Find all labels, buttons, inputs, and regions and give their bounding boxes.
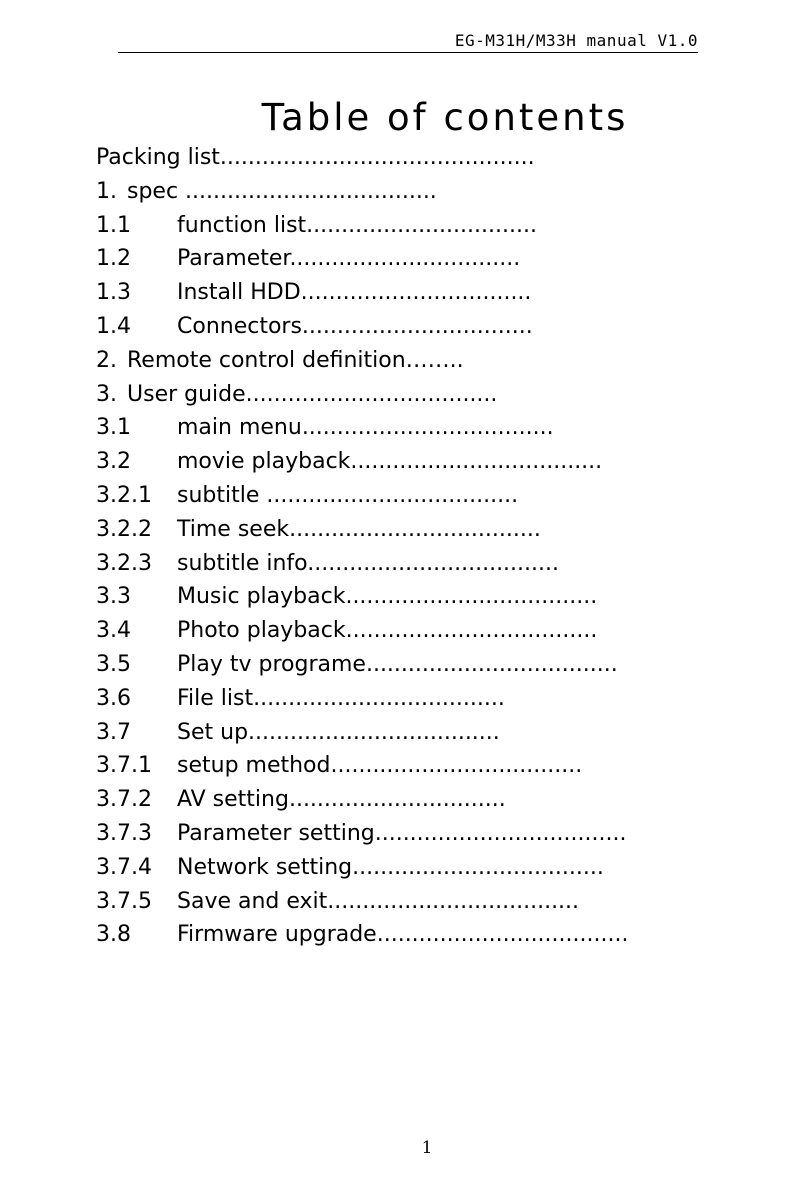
- toc-entry-label: AV setting...............................: [177, 787, 506, 813]
- toc-entry: [96, 547, 628, 581]
- toc-entry: [96, 580, 628, 614]
- toc-entry-label: Parameter.................................: [177, 246, 521, 272]
- page-number: 1: [421, 1138, 433, 1158]
- toc-entry: [96, 885, 628, 919]
- toc-entry: [96, 175, 628, 209]
- toc-entry: [96, 344, 628, 378]
- toc-entry-number: 3.6: [96, 685, 131, 711]
- toc-entry-label: Connectors.................................: [177, 313, 533, 339]
- toc-entry-label: subtitle ....................................: [177, 482, 519, 508]
- header-rule: [118, 52, 698, 53]
- toc-entry-number: 3.2.1: [96, 482, 152, 508]
- toc-entry-number: 3.: [96, 381, 117, 407]
- running-header: EG-M31H/M33H manual V1.0: [454, 31, 698, 50]
- toc-entry-number: 1.: [96, 178, 117, 204]
- toc-entry-number: 3.7: [96, 719, 131, 745]
- toc-entry: [96, 648, 628, 682]
- toc-entry: [96, 411, 628, 445]
- toc-entry: [96, 817, 628, 851]
- toc-entry-label: File list....................................: [177, 685, 505, 711]
- toc-entry-label: main menu....................................: [177, 415, 554, 441]
- toc-entry-label: User guide....................................: [127, 381, 498, 407]
- toc-entry-label: Network setting....................................: [177, 854, 604, 880]
- toc-entry-number: 3.4: [96, 618, 131, 644]
- toc-entry: [96, 749, 628, 783]
- toc-entry: [96, 614, 628, 648]
- toc-entry-label: Parameter setting....................................: [177, 820, 627, 846]
- toc-entry-number: 2.: [96, 347, 117, 373]
- toc-entry-label: spec ....................................: [127, 178, 437, 204]
- toc-entry: [96, 682, 628, 716]
- toc-entry: [96, 242, 628, 276]
- toc-entry-label: setup method....................................: [177, 753, 583, 779]
- toc-entry: [96, 479, 628, 513]
- toc-entry-number: 3.2.2: [96, 516, 152, 542]
- toc-entry-number: 3.2: [96, 449, 131, 475]
- toc-entry: [96, 209, 628, 243]
- toc-entry-label: function list.................................: [177, 212, 537, 238]
- toc-entry-number: 3.2.3: [96, 550, 152, 576]
- toc-entry: [96, 851, 628, 885]
- toc-entry-label: Play tv programe....................................: [177, 651, 618, 677]
- toc-entry-number: 3.7.4: [96, 854, 152, 880]
- toc-entry-number: 3.3: [96, 584, 131, 610]
- toc-entry-number: 1.3: [96, 280, 131, 306]
- toc-entry-label: subtitle info....................................: [177, 550, 560, 576]
- toc-entry-number: 1.4: [96, 313, 131, 339]
- toc-entry: [96, 276, 628, 310]
- toc-entry: [96, 716, 628, 750]
- toc-entry-label: Music playback....................................: [177, 584, 598, 610]
- toc-entry-label: Save and exit....................................: [177, 888, 580, 914]
- toc-entry-number: 3.7.2: [96, 787, 152, 813]
- toc-entry-label: movie playback....................................: [177, 449, 603, 475]
- toc-entry-label: Packing list.............................................: [96, 145, 535, 170]
- toc-entry-label: Install HDD.................................: [177, 280, 532, 306]
- toc-entry: [96, 918, 628, 952]
- toc-entry-number: 1.1: [96, 212, 131, 238]
- page-title: Table of contents: [261, 96, 629, 139]
- toc-entry: [96, 310, 628, 344]
- toc-entry-number: 3.7.1: [96, 753, 152, 779]
- toc-entry-number: 1.2: [96, 246, 131, 272]
- toc-entry-label: Photo playback....................................: [177, 618, 598, 644]
- toc-entry-label: Remote control definition……..: [127, 347, 464, 373]
- toc-entry: [96, 513, 628, 547]
- toc-entry-label: Firmware upgrade....................................: [177, 922, 629, 948]
- toc-entry: [96, 445, 628, 479]
- toc-entry-number: 3.7.5: [96, 888, 152, 914]
- toc-entry-number: 3.8: [96, 922, 131, 948]
- toc-entry-number: 3.5: [96, 651, 131, 677]
- toc-entry: [96, 378, 628, 412]
- toc-entry-number: 3.7.3: [96, 820, 152, 846]
- toc-entry: [96, 141, 628, 175]
- toc-entry-label: Set up....................................: [177, 719, 500, 745]
- toc-entry-number: 3.1: [96, 415, 131, 441]
- toc-entry: [96, 783, 628, 817]
- toc-entry-label: Time seek....................................: [177, 516, 541, 542]
- table-of-contents: [96, 141, 628, 952]
